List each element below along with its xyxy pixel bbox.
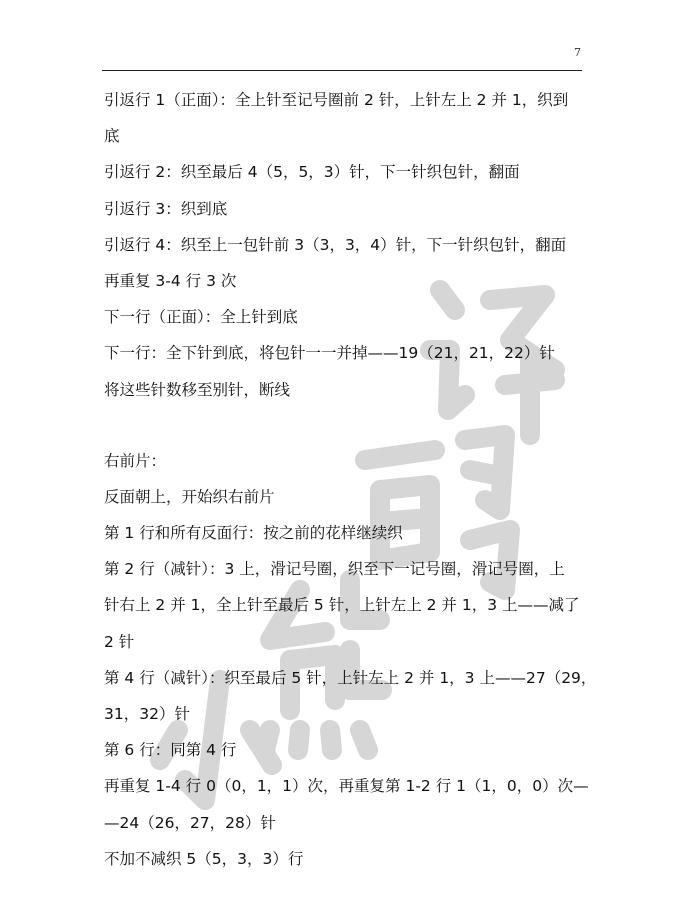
text-line: —24（26，27，28）针 — [104, 813, 276, 832]
text-line: 针右上 2 并 1，全上针至最后 5 针，上针左上 2 并 1，3 上——减了 — [104, 596, 580, 615]
section-gap — [104, 408, 584, 443]
text-line: 引返行 1（正面）：全上针至记号圈前 2 针，上针左上 2 并 1，织到 — [104, 91, 569, 109]
text-line: 将这些针数移至别针，断线 — [104, 380, 291, 399]
text-line: 第 1 行和所有反面行：按之前的花样继续织 — [104, 524, 403, 543]
text-line: 再重复 1-4 行 0（0，1，1）次，再重复第 1-2 行 1（1，0，0）次— — [104, 777, 589, 796]
text-line: 引返行 2：织至最后 4（5，5，3）针，下一针织包针，翻面 — [104, 163, 520, 182]
text-line: 下一行：全下针到底，将包针一一并掉——19（21，21，22）针 — [104, 344, 555, 363]
text-line: 31，32）针 — [104, 705, 190, 723]
text-line: 再重复 3-4 行 3 次 — [104, 271, 237, 290]
document-body — [104, 82, 597, 877]
text-line: 引返行 3：织到底 — [104, 199, 228, 218]
text-line: 第 4 行（减针）：织至最后 5 针，上针左上 2 并 1，3 上——27（29， — [104, 668, 597, 687]
section-heading: 右前片： — [104, 451, 167, 470]
text-line: 2 针 — [104, 632, 135, 651]
text-line: 第 2 行（减针）：3 上，滑记号圈，织至下一记号圈，滑记号圈，上 — [104, 560, 565, 579]
text-line: 底 — [104, 127, 120, 146]
text-line: 第 6 行：同第 4 行 — [104, 741, 237, 760]
header-rule — [102, 70, 582, 71]
text-line: 反面朝上，开始织右前片 — [104, 487, 275, 506]
text-line: 引返行 4：织至上一包针前 3（3，3，4）针，下一针织包针，翻面 — [104, 235, 567, 254]
text-line: 不加不减织 5（5，3，3）行 — [104, 849, 304, 868]
text-line: 下一行（正面）：全上针到底 — [104, 308, 298, 327]
page-number: 7 — [574, 46, 581, 59]
